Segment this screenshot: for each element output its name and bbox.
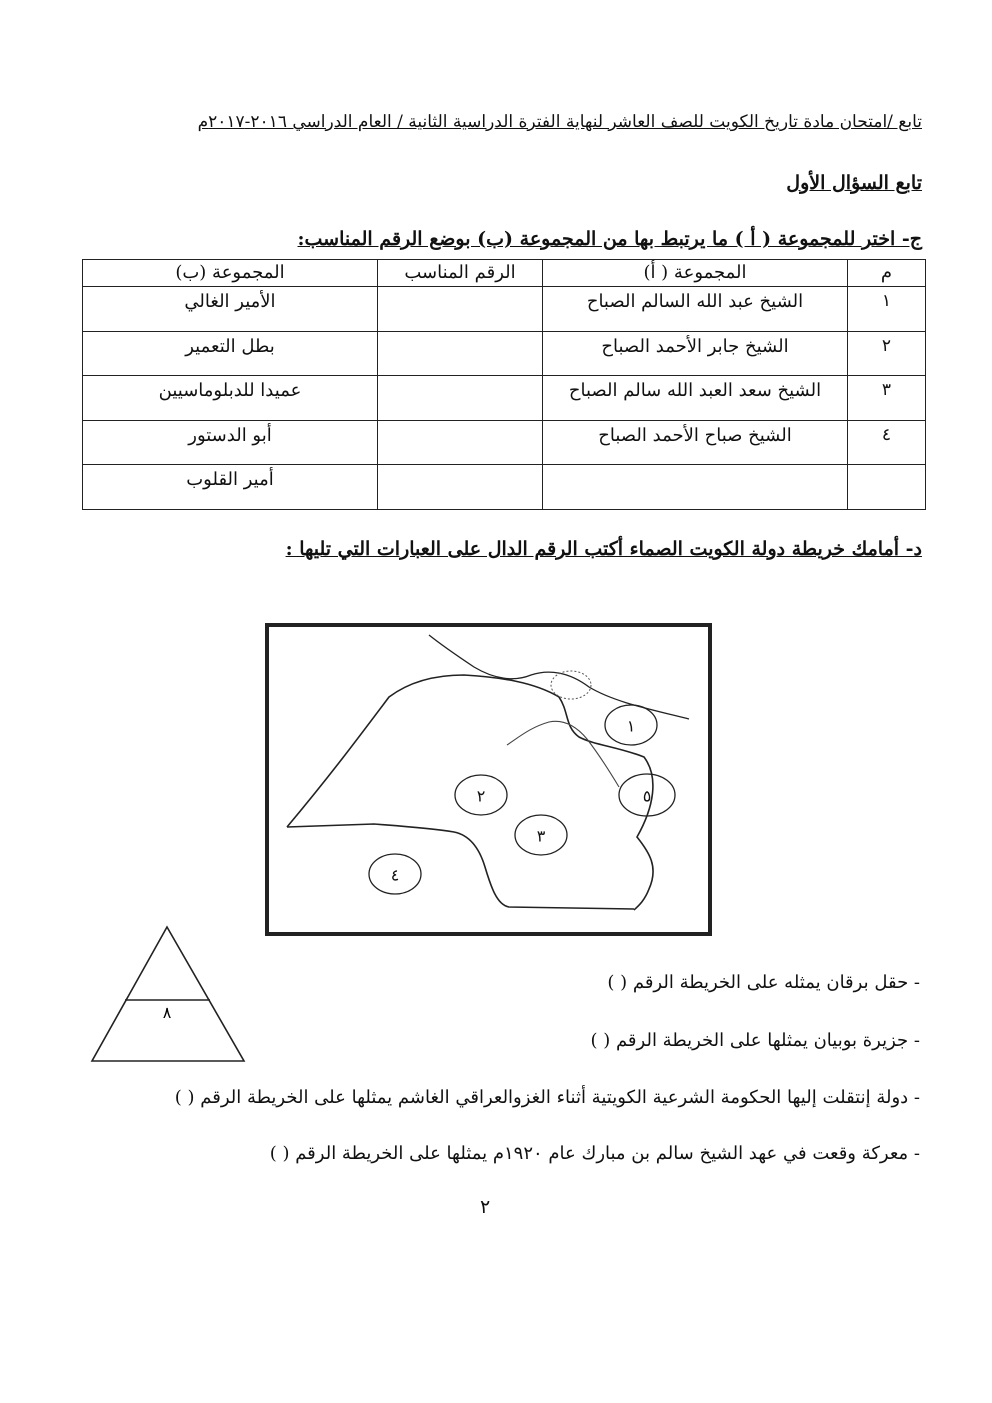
row-index xyxy=(848,465,926,510)
part-c-heading: ج- اختر للمجموعة ( أ ) ما يرتبط بها من المجموعة (ب) بوضع الرقم المناسب: xyxy=(297,228,922,250)
table-row xyxy=(83,420,926,465)
section-title: تابع السؤال الأول xyxy=(786,172,922,194)
map-circle-3 xyxy=(515,815,567,855)
statement-3: - دولة إنتقلت إليها الحكومة الشرعية الكويتية أثناء الغزوالعراقي الغاشم يمثلها على الخريطة الرقم ( ) xyxy=(174,1087,920,1108)
map-circle-5 xyxy=(619,774,675,816)
map-circle-label-2: ٢ xyxy=(476,786,486,806)
row-group-a: الشيخ عبد الله السالم الصباح xyxy=(543,287,848,332)
row-number-answer[interactable] xyxy=(378,331,543,376)
statement-4: - معركة وقعت في عهد الشيخ سالم بن مبارك عام ١٩٢٠م يمثلها على الخريطة الرقم ( ) xyxy=(269,1143,920,1164)
map-circle-4 xyxy=(369,854,421,894)
map-inner-bay xyxy=(507,721,619,787)
col-header-index: م xyxy=(848,260,926,287)
col-header-group-b: المجموعة (ب) xyxy=(83,260,378,287)
page-number: ٢ xyxy=(480,1196,491,1218)
exam-header: تابع /امتحان مادة تاريخ الكويت للصف العاشر لنهاية الفترة الدراسية الثانية / العام الدراسي ٢٠١٦-٢٠١٧م xyxy=(197,112,922,132)
score-triangle xyxy=(90,925,248,1065)
row-number-answer[interactable] xyxy=(378,420,543,465)
row-group-b: أبو الدستور xyxy=(83,420,378,465)
map-circle-label-1: ١ xyxy=(626,716,636,736)
col-header-number: الرقم المناسب xyxy=(378,260,543,287)
row-group-b: الأمير الغالي xyxy=(83,287,378,332)
row-index: ٣ xyxy=(848,376,926,421)
map-dotted-island xyxy=(551,671,591,699)
row-index: ٤ xyxy=(848,420,926,465)
row-group-a: الشيخ صباح الأحمد الصباح xyxy=(543,420,848,465)
row-group-b: بطل التعمير xyxy=(83,331,378,376)
map-circle-label-5: ٥ xyxy=(642,786,652,806)
row-number-answer[interactable] xyxy=(378,376,543,421)
row-number-answer[interactable] xyxy=(378,287,543,332)
row-group-a: الشيخ سعد العبد الله سالم الصباح xyxy=(543,376,848,421)
map-southern-border xyxy=(287,824,634,909)
part-d-heading: د- أمامك خريطة دولة الكويت الصماء أكتب الرقم الدال على العبارات التي تليها : xyxy=(285,538,922,560)
map-border-outline xyxy=(287,675,653,910)
table-row xyxy=(83,287,926,332)
map-circle-label-3: ٣ xyxy=(536,826,546,846)
table-row xyxy=(83,465,926,510)
map-circle-2 xyxy=(455,775,507,815)
row-index: ٢ xyxy=(848,331,926,376)
table-row xyxy=(83,376,926,421)
table-header-row xyxy=(83,260,926,287)
row-number-answer[interactable] xyxy=(378,465,543,510)
row-group-a: الشيخ جابر الأحمد الصباح xyxy=(543,331,848,376)
statement-1: - حقل برقان يمثله على الخريطة الرقم ( ) xyxy=(607,972,920,993)
statement-2: - جزيرة بوبيان يمثلها على الخريطة الرقم ( ) xyxy=(590,1030,920,1051)
map-circle-label-4: ٤ xyxy=(390,865,400,885)
row-group-a xyxy=(543,465,848,510)
map-circle-1 xyxy=(605,705,657,745)
row-group-b: عميدا للدبلوماسيين xyxy=(83,376,378,421)
table-row xyxy=(83,331,926,376)
row-index: ١ xyxy=(848,287,926,332)
map-drawing xyxy=(269,627,708,932)
map-northern-coast xyxy=(429,635,689,719)
row-group-b: أمير القلوب xyxy=(83,465,378,510)
kuwait-blank-map xyxy=(265,623,712,936)
triangle-score-label: ٨ xyxy=(162,1003,172,1022)
matching-table xyxy=(82,259,926,510)
col-header-group-a: المجموعة ( أ) xyxy=(543,260,848,287)
